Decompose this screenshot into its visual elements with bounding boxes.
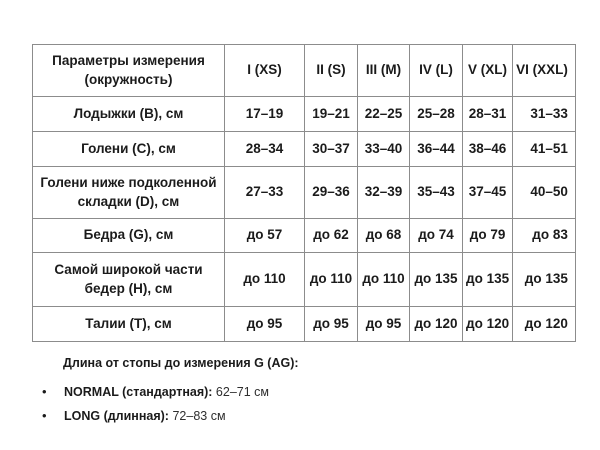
row-label: Голени ниже подколенной складки (D), см xyxy=(33,167,225,219)
footnote-item-label: LONG (длинная): xyxy=(64,408,169,423)
param-header-cell: Параметры измерения (окружность) xyxy=(33,45,225,97)
cell: до 135 xyxy=(513,253,576,307)
cell: до 57 xyxy=(225,219,305,253)
row-calves xyxy=(33,132,576,167)
cell: до 74 xyxy=(410,219,463,253)
footnote-item-value: 72–83 см xyxy=(172,408,226,423)
cell: до 135 xyxy=(410,253,463,307)
cell: 41–51 xyxy=(513,132,576,167)
cell: 29–36 xyxy=(305,167,358,219)
cell: 17–19 xyxy=(225,97,305,132)
cell: 32–39 xyxy=(358,167,410,219)
cell: 36–44 xyxy=(410,132,463,167)
size-header-m: III (M) xyxy=(358,45,410,97)
cell: 35–43 xyxy=(410,167,463,219)
cell: 38–46 xyxy=(463,132,513,167)
cell: до 120 xyxy=(513,307,576,342)
row-label: Талии (T), см xyxy=(33,307,225,342)
cell: до 95 xyxy=(305,307,358,342)
cell: 31–33 xyxy=(513,97,576,132)
cell: 22–25 xyxy=(358,97,410,132)
cell: 33–40 xyxy=(358,132,410,167)
size-header-xs: I (XS) xyxy=(225,45,305,97)
size-table xyxy=(32,44,576,342)
footnote-item-long xyxy=(41,407,269,424)
cell: до 95 xyxy=(358,307,410,342)
footnote-item-value: 62–71 см xyxy=(215,385,269,399)
cell: 30–37 xyxy=(305,132,358,167)
table-header-row xyxy=(33,45,576,97)
cell: до 68 xyxy=(358,219,410,253)
row-below-knee xyxy=(33,167,576,219)
cell: до 62 xyxy=(305,219,358,253)
footnote-item-label: NORMAL (стандартная): xyxy=(64,385,213,399)
row-label: Самой широкой части бедер (H), см xyxy=(33,253,225,307)
bullet-icon: • xyxy=(42,384,47,399)
cell: до 95 xyxy=(225,307,305,342)
footnote-item-normal xyxy=(41,386,269,400)
size-header-l: IV (L) xyxy=(410,45,463,97)
cell: до 120 xyxy=(463,307,513,342)
cell: 37–45 xyxy=(463,167,513,219)
cell: 40–50 xyxy=(513,167,576,219)
row-label: Лодыжки (B), см xyxy=(33,97,225,132)
row-waist xyxy=(33,307,576,342)
size-header-xl: V (XL) xyxy=(463,45,513,97)
bullet-icon: • xyxy=(42,407,47,423)
cell: до 135 xyxy=(463,253,513,307)
cell: до 110 xyxy=(305,253,358,307)
row-label: Бедра (G), см xyxy=(33,219,225,253)
row-ankles xyxy=(33,97,576,132)
row-label: Голени (C), см xyxy=(33,132,225,167)
cell: 28–31 xyxy=(463,97,513,132)
cell: 28–34 xyxy=(225,132,305,167)
size-header-s: II (S) xyxy=(305,45,358,97)
row-widest-hip xyxy=(33,253,576,307)
cell: до 110 xyxy=(225,253,305,307)
cell: до 79 xyxy=(463,219,513,253)
cell: до 120 xyxy=(410,307,463,342)
cell: 25–28 xyxy=(410,97,463,132)
cell: 27–33 xyxy=(225,167,305,219)
cell: 19–21 xyxy=(305,97,358,132)
footnote-list xyxy=(41,386,269,434)
cell: до 83 xyxy=(513,219,576,253)
row-thighs xyxy=(33,219,576,253)
size-header-xxl: VI (XXL) xyxy=(513,45,576,97)
cell: до 110 xyxy=(358,253,410,307)
footnote-title: Длина от стопы до измерения G (AG): xyxy=(63,356,299,370)
